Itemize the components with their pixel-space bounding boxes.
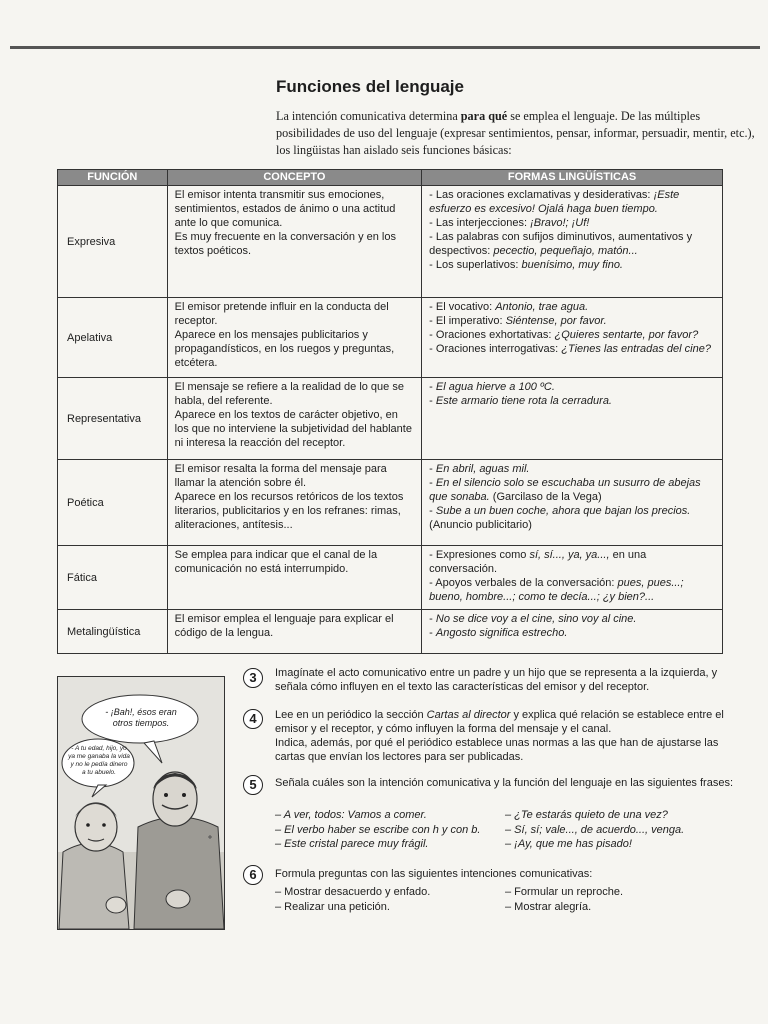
function-concept [167, 546, 422, 610]
form-example: Este armario tiene rota la cerradura. [435, 395, 612, 407]
form-text: - Los superlativos: [429, 259, 522, 271]
concept-line: El emisor intenta transmitir sus emociones, sentimientos, estados de ánimo o una actitud ante lo que comunica. [174, 189, 396, 229]
form-text: - [429, 505, 436, 517]
concept-line: Aparece en los mensajes publicitarios y propagandísticos, en los ruegos y preguntas, etcétera. [174, 329, 395, 369]
page-title: Funciones del lenguaje [276, 77, 464, 96]
concept-line: Es muy frecuente en la conversación y en los textos poéticos. [174, 231, 396, 257]
function-name: Metalingüística [58, 610, 168, 654]
exercise-5-text: Señala cuáles son la intención comunicativa y la función del lenguaje en las siguientes frases: [275, 777, 734, 789]
header-funcion: FUNCIÓN [58, 170, 168, 186]
form-example: En abril, aguas mil. [435, 463, 530, 475]
form-item [429, 548, 715, 576]
exercise-4-text-end: y explica qué relación se establece entre el emisor y el receptor, y cómo influyen la forma del mensaje y el canal. [275, 709, 724, 735]
table-row [58, 460, 723, 546]
concept-line: Se emplea para indicar que el canal de la comunicación no está interrumpido. [174, 549, 378, 575]
exercise-5-left-item: – Este cristal parece muy frágil. [275, 838, 429, 850]
function-concept [167, 298, 422, 378]
form-text: - [429, 395, 436, 407]
form-item [429, 258, 715, 272]
exercise-3-number: 3 [243, 668, 263, 688]
form-after: (Garcilaso de la Vega) [489, 491, 602, 503]
exercise-4-text-start: Lee en un periódico la sección [275, 709, 427, 721]
form-item [429, 626, 715, 640]
table-row [58, 186, 723, 298]
form-item [429, 504, 715, 532]
form-text: - Las interjecciones: [429, 217, 531, 229]
form-example: Angosto significa estrecho. [435, 627, 568, 639]
exercise-6-left-list [275, 885, 500, 914]
comic-illustration [57, 676, 225, 930]
concept-line: El mensaje se refiere a la realidad de lo que se habla, del referente. [174, 381, 404, 407]
form-text: - [429, 613, 436, 625]
intro-bold: para qué [460, 109, 508, 123]
form-example: Antonio, trae agua. [495, 301, 589, 313]
form-text: - Apoyos verbales de la conversación: [429, 577, 618, 589]
exercise-6-number: 6 [243, 865, 263, 885]
function-concept [167, 378, 422, 460]
form-example: El agua hierve a 100 ºC. [435, 381, 555, 393]
form-item [429, 328, 715, 342]
form-item [429, 394, 715, 408]
header-formas: FORMAS LINGÜÍSTICAS [422, 170, 723, 186]
exercise-5-number: 5 [243, 775, 263, 795]
header-concepto: CONCEPTO [167, 170, 422, 186]
exercise-5-right-list [505, 808, 730, 852]
concept-line: Aparece en los textos de carácter objetivo, en los que no interviene la subjetividad del hablante ni interesa la reacción del receptor. [174, 409, 412, 449]
form-text: - Expresiones como [429, 549, 530, 561]
function-concept [167, 460, 422, 546]
form-example: Siéntense, por favor. [505, 315, 607, 327]
function-name: Expresiva [58, 186, 168, 298]
form-item [429, 462, 715, 476]
form-example: ¡Este esfuerzo es excesivo! Ojalá haga buen tiempo. [429, 189, 680, 215]
form-text: - Las palabras con sufijos diminutivos, aumentativos y despectivos: [429, 231, 693, 257]
intro-text-start: La intención comunicativa determina [276, 109, 461, 123]
exercise-6-right-item: – Formular un reproche. [505, 886, 623, 898]
form-item [429, 216, 715, 230]
exercise-4-italic: Cartas al director [426, 709, 511, 721]
comic-bubble-son: - ¡Bah!, ésos eran otros tiempos. [105, 707, 177, 728]
form-example: pecectio, pequeñajo, matón... [493, 245, 638, 257]
concept-line: Aparece en los recursos retóricos de los textos literarios, publicitarios y en los refranes: rimas, aliteraciones, antítesis... [174, 491, 404, 531]
form-example: ¿Tienes las entradas del cine? [561, 343, 711, 355]
form-text: - Las oraciones exclamativas y desiderativas: [429, 189, 654, 201]
form-example: ¿Quieres sentarte, por favor? [554, 329, 699, 341]
form-example: No se dice voy a el cine, sino voy al cine. [435, 613, 637, 625]
function-forms [422, 378, 723, 460]
form-text: - Oraciones exhortativas: [429, 329, 555, 341]
exercise-4-extra: Indica, además, por qué el periódico establece unas normas a las que han de ajustarse las cartas que envían los lectores para ser publicadas. [275, 737, 719, 763]
function-forms [422, 298, 723, 378]
table-row [58, 610, 723, 654]
table-body [58, 186, 723, 654]
function-concept [167, 610, 422, 654]
form-text: - [429, 381, 436, 393]
table-row [58, 378, 723, 460]
function-name: Poética [58, 460, 168, 546]
form-example: ¡Bravo!; ¡Uf! [530, 217, 590, 229]
function-forms [422, 186, 723, 298]
exercise-5-right-item: – ¿Te estarás quieto de una vez? [505, 809, 668, 821]
comic-bubble-father: - A tu edad, hijo, yo ya me ganaba la vida y no le pedía dinero a tu abuelo. [68, 745, 130, 776]
form-item [429, 342, 715, 356]
form-text: - [429, 477, 436, 489]
function-forms [422, 460, 723, 546]
form-item [429, 612, 715, 626]
concept-line: El emisor emplea el lenguaje para explicar el código de la lengua. [174, 613, 394, 639]
form-text: - [429, 463, 436, 475]
form-item [429, 230, 715, 258]
table-row [58, 298, 723, 378]
form-text: - El imperativo: [429, 315, 506, 327]
form-example: En el silencio solo se escuchaba un susurro de abejas que sonaba. [429, 477, 701, 503]
exercise-6-left-item: – Mostrar desacuerdo y enfado. [275, 886, 431, 898]
form-item [429, 314, 715, 328]
form-text: - Oraciones interrogativas: [429, 343, 562, 355]
functions-table [57, 169, 723, 654]
intro-paragraph [276, 108, 758, 159]
exercise-5-right-item: – ¡Ay, que me has pisado! [505, 838, 632, 850]
form-example: Sube a un buen coche, ahora que bajan los precios. [435, 505, 691, 517]
concept-line: El emisor resalta la forma del mensaje para llamar la atención sobre él. [174, 463, 387, 489]
form-item [429, 476, 715, 504]
form-example: sí, sí..., ya, ya..., [529, 549, 610, 561]
function-name: Representativa [58, 378, 168, 460]
exercise-5-right-item: – Sí, sí; vale..., de acuerdo..., venga. [505, 823, 685, 836]
top-rule [10, 46, 760, 49]
exercise-6-text: Formula preguntas con las siguientes intenciones comunicativas: [275, 868, 593, 880]
table-header-row [58, 170, 723, 186]
exercise-3-text: Imagínate el acto comunicativo entre un padre y un hijo que se representa a la izquierda, y señala cómo influyen en el texto las características del emisor y del receptor. [275, 667, 718, 693]
exercise-4-text [275, 708, 735, 764]
form-example: pues, pues...; bueno, hombre...; como te decía...; ¿y bien?... [429, 577, 684, 603]
exercise-5-left-item: – A ver, todos: Vamos a comer. [275, 809, 427, 821]
form-after: en una conversación. [429, 549, 647, 575]
function-concept [167, 186, 422, 298]
function-name: Apelativa [58, 298, 168, 378]
exercise-5-left-list [275, 808, 500, 852]
exercise-4-number: 4 [243, 709, 263, 729]
function-forms [422, 546, 723, 610]
exercise-5-left-item: – El verbo haber se escribe con h y con b. [275, 823, 481, 836]
table-row [58, 546, 723, 610]
form-text: - El vocativo: [429, 301, 496, 313]
exercise-6-right-list [505, 885, 730, 914]
form-item [429, 188, 715, 216]
form-after: (Anuncio publicitario) [429, 519, 532, 531]
intro-text-end: se emplea el lenguaje. De las múltiples posibilidades de uso del lenguaje (expresar sentimientos, pensar, informar, persuadir, mentir, etc.), los lingüistas han aislado seis funciones básicas: [276, 109, 755, 157]
concept-line: El emisor pretende influir en la conducta del receptor. [174, 301, 389, 327]
form-example: buenísimo, muy fino. [521, 259, 623, 271]
function-name: Fática [58, 546, 168, 610]
form-item [429, 380, 715, 394]
function-forms [422, 610, 723, 654]
exercise-6-left-item: – Realizar una petición. [275, 900, 390, 913]
form-item [429, 576, 715, 604]
form-text: - [429, 627, 436, 639]
form-item [429, 300, 715, 314]
exercise-6-right-item: – Mostrar alegría. [505, 900, 592, 913]
